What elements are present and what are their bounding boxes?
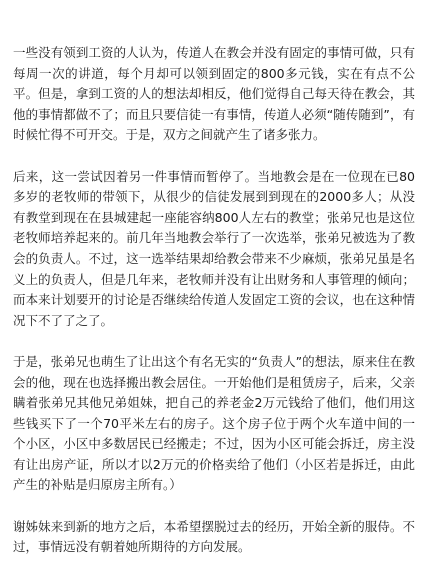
paragraph-1: 一些没有领到工资的人认为，传道人在教会并没有固定的事情可做，只有每周一次的讲道，每个月却可以领到固定的800多元钱，实在有点不公平。但是，拿到工资的人的想法却相反，他们觉得自己每天待在教会，其他的事情都做不了；而且只要信徒一有事情，传道人必须“随传随到”，有时候忙得不可开交。于是，双方之间就产生了诸多张力。 bbox=[13, 45, 415, 143]
paragraph-2: 后来，这一尝试因着另一件事情而暂停了。当地教会是在一位现在已80多岁的老牧师的带领下，从很少的信徒发展到到现在的2000多人；从没有教堂到现在在县城建起一座能容纳800人左右的教堂；张弟兄也是这位老牧师培养起来的。前几年当地教会举行了一次选举，张弟兄被选为了教会的负责人。不过，这一选举结果却给教会带来不少麻烦，张弟兄虽是名义上的负责人，但是几年来，老牧师并没有让出财务和人事管理的倾向；而本来计划要开的讨论是否继续给传道人发固定工资的会议，也在这种情况下不了了之了。 bbox=[13, 168, 415, 328]
paragraph-3: 于是，张弟兄也萌生了让出这个有名无实的“负责人”的想法，原来住在教会的他，现在也选择搬出教会居住。一开始他们是租赁房子，后来，父亲瞒着张弟兄其他兄弟姐妹，把自己的养老金2万元钱给了他们，他们用这些钱买下了一个70平米左右的房子。这个房子位于两个火车道中间的一个小区，小区中多数居民已经搬走；不过，因为小区可能会拆迁，房主没有让出房产证，所以才以2万元的价格卖给了他们（小区若是拆迁，由此产生的补贴是归原房主所有。） bbox=[13, 353, 415, 493]
paragraph-4: 谢姊妹来到新的地方之后，本希望摆脱过去的经历，开始全新的服侍。不过，事情远没有朝着她所期待的方向发展。 bbox=[13, 518, 415, 555]
